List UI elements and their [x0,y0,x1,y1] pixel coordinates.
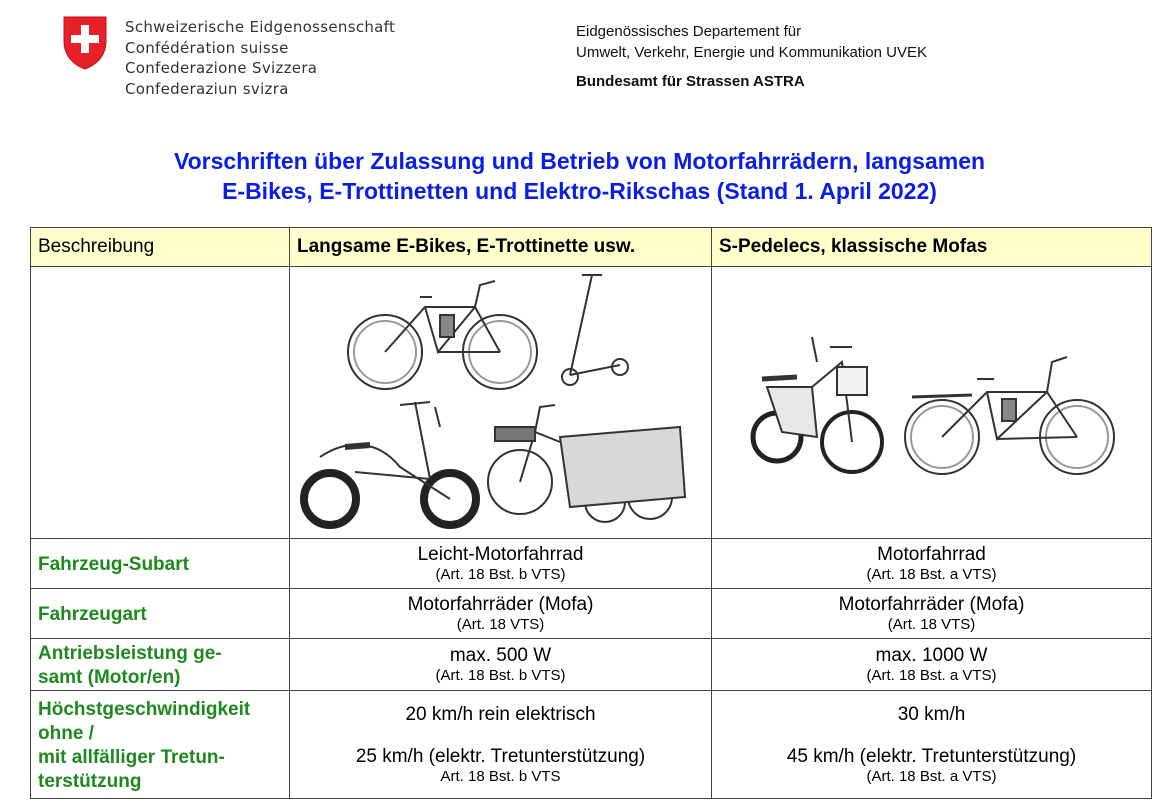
cargo-bike-rickshaw-icon [488,405,685,522]
e-scooter-icon [562,275,628,385]
cell-slow-antriebsleistung [290,639,712,691]
e-scooter-fat-tire-icon [304,402,476,525]
value-ref: (Art. 18 Bst. a VTS) [866,767,997,785]
regulations-table [30,227,1152,799]
column-header-slow-ebikes: Langsame E-Bikes, E-Trottinette usw. [290,228,712,267]
confederation-names [125,17,395,99]
table-row [31,539,1152,589]
value-main: Motorfahrrad [877,543,986,565]
slow-vehicles-image-cell [290,267,712,539]
label-line: Höchstgeschwindigkeit [38,699,251,720]
column-header-description: Beschreibung [31,228,290,267]
label-line: Antriebsleistung ge- [38,643,222,664]
value-ref: (Art. 18 VTS) [887,615,976,633]
table-row [31,639,1152,691]
row-label-fahrzeugart: Fahrzeugart [31,589,290,639]
slow-vehicles-illustration [290,267,710,538]
value-main: Leicht-Motorfahrrad [417,543,584,565]
label-line: mit allfälliger Tretun- [38,747,225,768]
value-main: Motorfahrräder (Mofa) [838,593,1025,615]
table-row [31,589,1152,639]
value-ref: (Art. 18 Bst. b VTS) [435,565,566,583]
cell-slow-hoechstgeschwindigkeit [290,691,712,799]
value-main: 45 km/h (elektr. Tretunterstützung) [786,745,1077,767]
value-main: max. 500 W [449,644,552,666]
cell-fast-fahrzeugart [712,589,1152,639]
empty-cell [31,267,290,539]
column-header-s-pedelecs: S-Pedelecs, klassische Mofas [712,228,1152,267]
moped-icon [753,337,882,472]
value-main: 30 km/h [897,703,966,725]
title-line-2: E-Bikes, E-Trottinetten und Elektro-Rikschas (Stand 1. April 2022) [222,178,937,204]
swiss-crest-icon [62,15,108,71]
cell-fast-subart [712,539,1152,589]
title-line-1: Vorschriften über Zulassung und Betrieb von Motorfahrrädern, langsamen [173,148,986,174]
image-row [31,267,1152,539]
cell-fast-hoechstgeschwindigkeit [712,691,1152,799]
value-ref: (Art. 18 Bst. b VTS) [435,666,566,684]
value-ref: (Art. 18 Bst. a VTS) [866,666,997,684]
department-name [576,21,927,63]
value-ref: (Art. 18 Bst. a VTS) [866,565,997,583]
table-row [31,691,1152,799]
confederation-rm: Confederaziun svizra [125,79,289,98]
value-main: Motorfahrräder (Mofa) [407,593,594,615]
label-line: terstützung [38,771,142,792]
document-title [0,146,1159,206]
fast-vehicles-image-cell [712,267,1152,539]
fast-vehicles-illustration [712,267,1150,538]
value-main: 25 km/h (elektr. Tretunterstützung) [355,745,646,767]
s-pedelec-icon [905,357,1114,474]
value-ref: (Art. 18 VTS) [456,615,545,633]
value-main: max. 1000 W [875,644,988,666]
cell-slow-subart [290,539,712,589]
row-label-antriebsleistung [31,639,290,691]
value-main: 20 km/h rein elektrisch [405,703,596,725]
label-line: ohne / [38,723,94,744]
confederation-it: Confederazione Svizzera [125,59,318,77]
department-line-2: Umwelt, Verkehr, Energie und Kommunikation UVEK [576,44,927,61]
cell-slow-fahrzeugart [290,589,712,639]
office-name: Bundesamt für Strassen ASTRA [576,73,805,90]
table-header-row [31,228,1152,267]
department-line-1: Eidgenössisches Departement für [576,23,802,40]
e-bike-icon [348,281,537,389]
row-label-hoechstgeschwindigkeit [31,691,290,799]
confederation-fr: Confédération suisse [125,38,289,57]
confederation-de: Schweizerische Eidgenossenschaft [125,18,396,36]
cell-fast-antriebsleistung [712,639,1152,691]
row-label-fahrzeug-subart: Fahrzeug-Subart [31,539,290,589]
value-ref: Art. 18 Bst. b VTS [440,767,561,785]
label-line: samt (Motor/en) [38,667,181,688]
